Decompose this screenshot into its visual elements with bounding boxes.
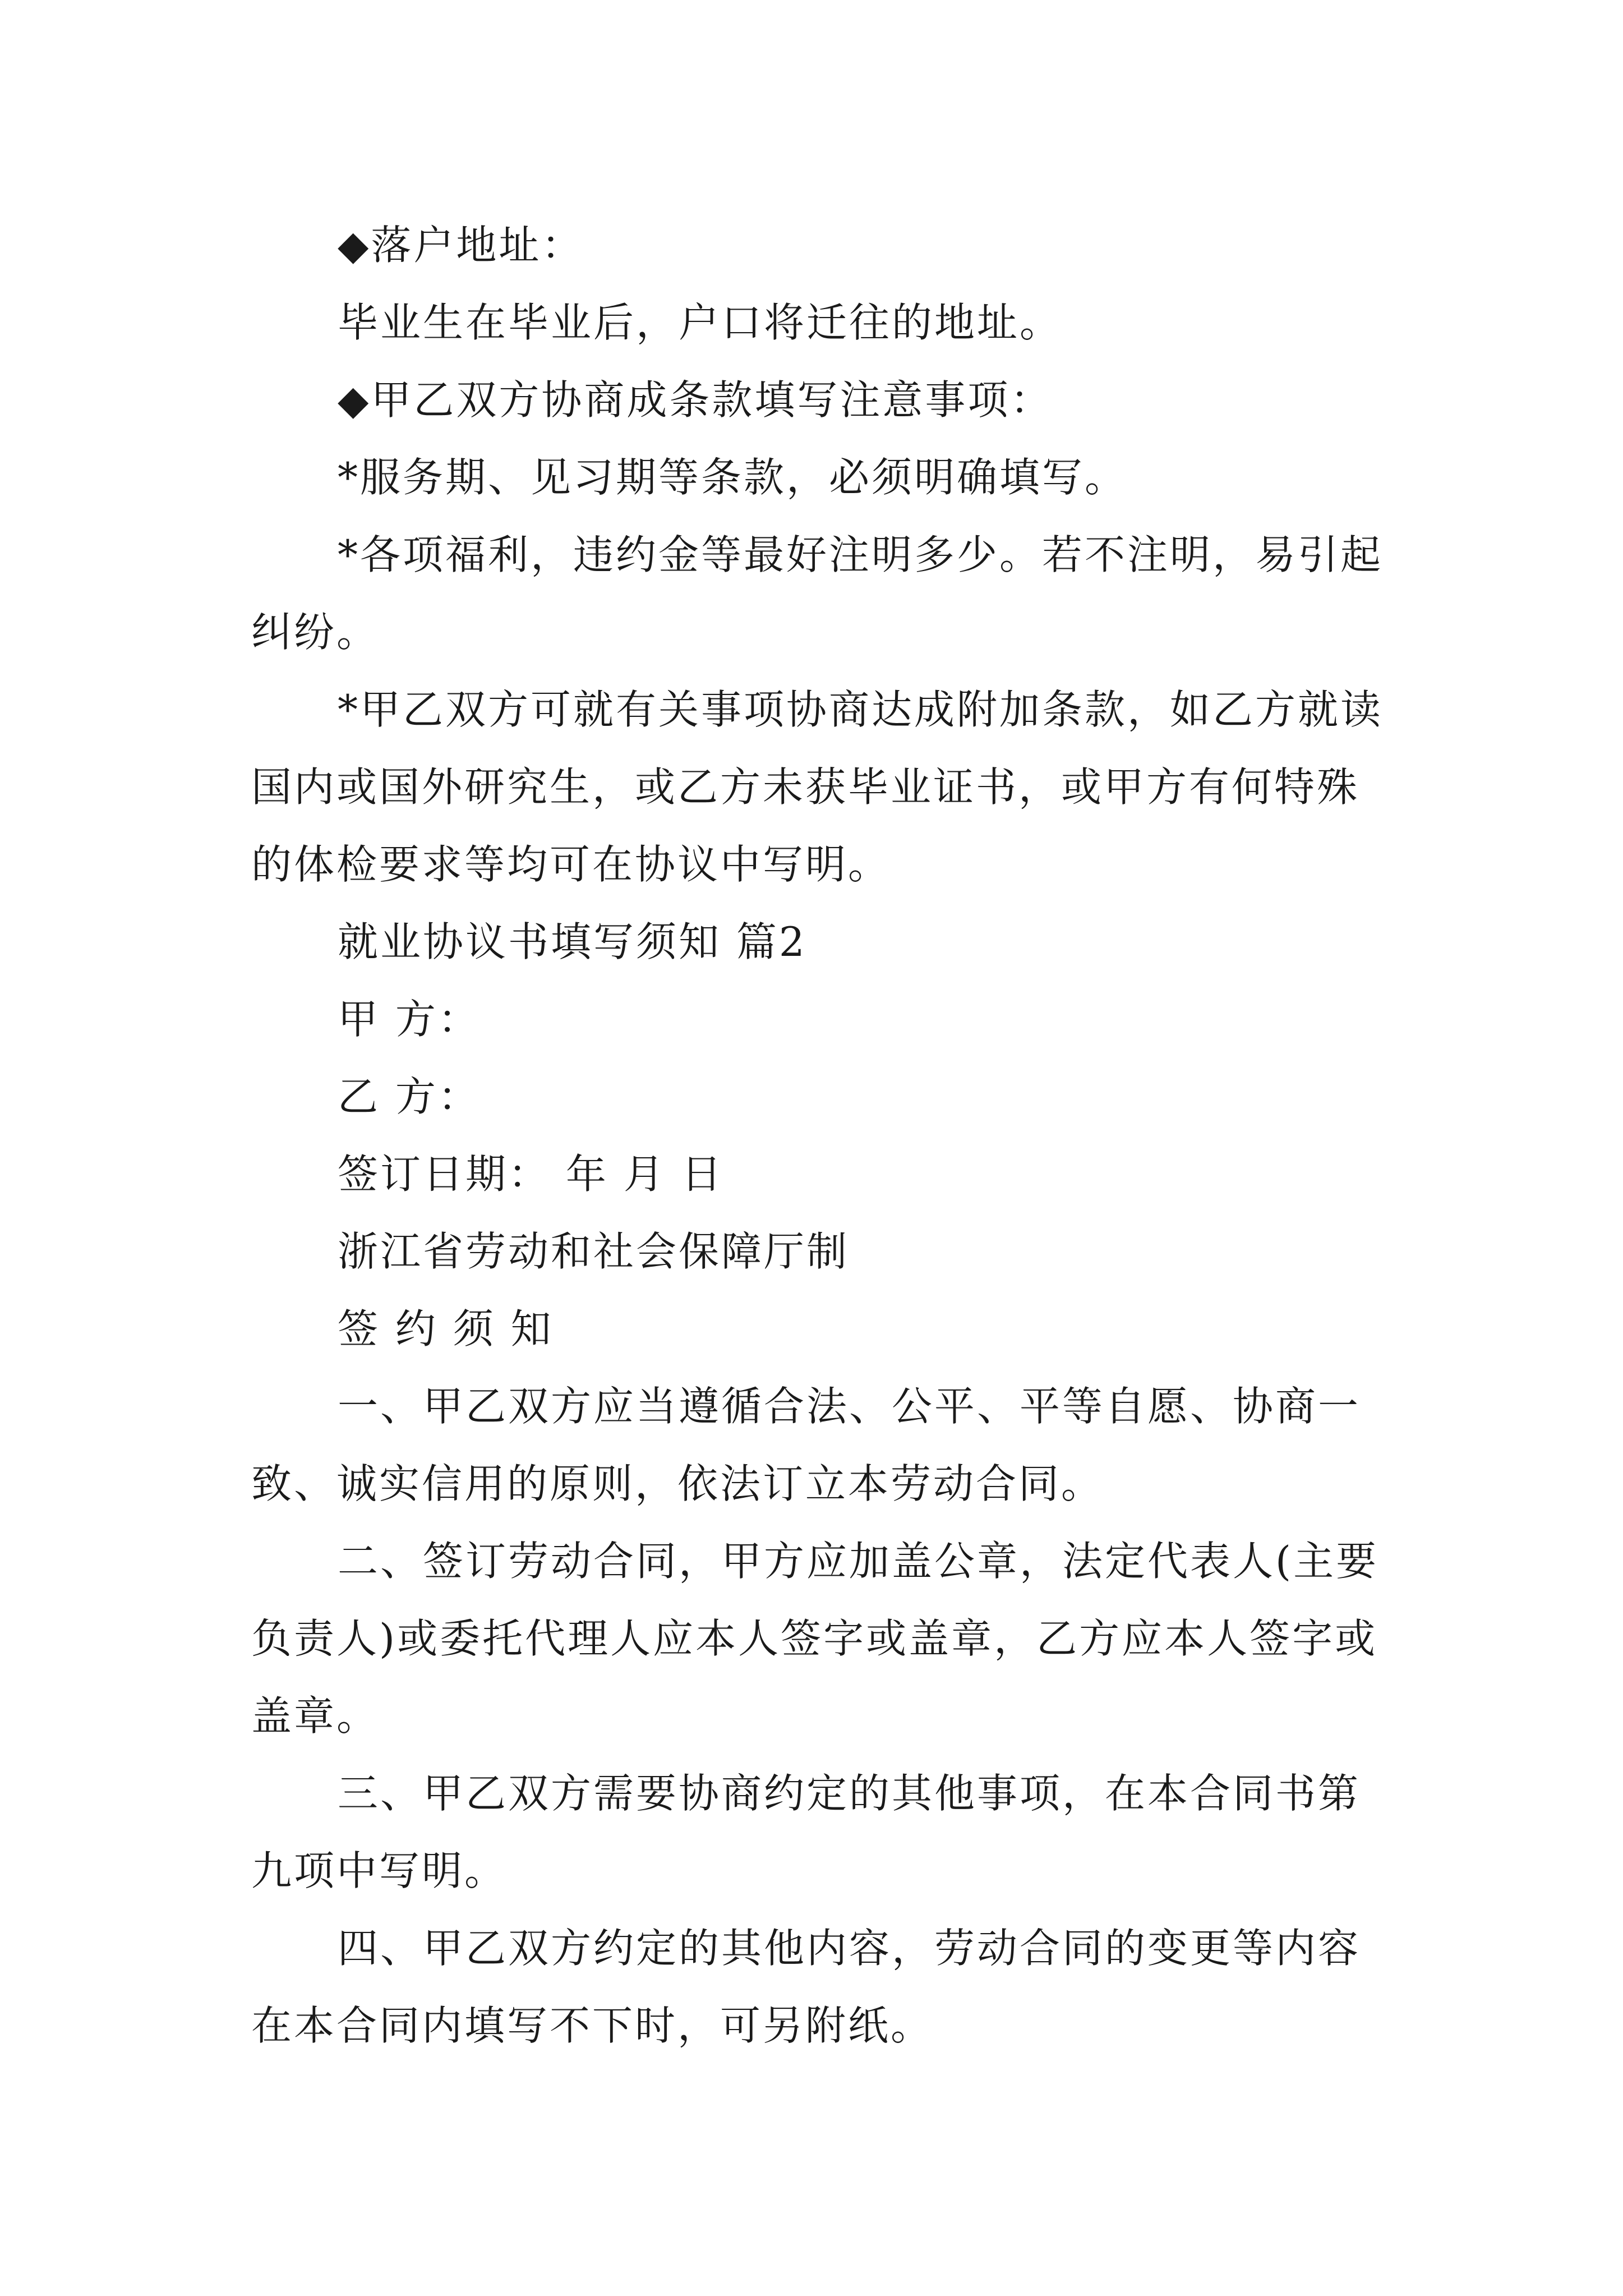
notice-item-4: 四、甲乙双方约定的其他内容，劳动合同的变更等内容在本合同内填写不下时，可另附纸。 <box>251 1925 1361 2049</box>
notice-item-3: 三、甲乙双方需要协商约定的其他事项，在本合同书第九项中写明。 <box>251 1770 1361 1894</box>
signing-notice-heading: 签 约 须 知 <box>338 1305 554 1352</box>
paragraph-service-period: *服务期、见习期等条款，必须明确填写。 <box>338 454 1128 501</box>
notice-item-2: 二、签订劳动合同，甲方应加盖公章，法定代表人(主要负责人)或委托代理人应本人签字或盖章，乙方应本人签字或盖章。 <box>251 1538 1379 1740</box>
section-title: 就业协议书填写须知 篇2 <box>338 918 807 965</box>
notice-item-1: 一、甲乙双方应当遵循合法、公平、平等自愿、协商一致、诚实信用的原则，依法订立本劳动合同。 <box>251 1383 1361 1507</box>
paragraph-benefits: *各项福利，违约金等最好注明多少。若不注明，易引起纠纷。 <box>251 531 1384 656</box>
signing-date-field: 签订日期： 年 月 日 <box>338 1151 724 1198</box>
paragraph-settlement-address-heading: ◆落户地址： <box>338 222 584 269</box>
paragraph-terms-heading: ◆甲乙双方协商成条款填写注意事项： <box>338 376 1053 424</box>
party-b-field: 乙 方： <box>338 1073 481 1120</box>
paragraph-settlement-address-text: 毕业生在毕业后，户口将迁往的地址。 <box>338 299 1063 346</box>
issuer-line: 浙江省劳动和社会保障厅制 <box>338 1228 850 1275</box>
party-a-field: 甲 方： <box>338 996 481 1043</box>
document-body <box>251 206 1390 2064</box>
paragraph-additional-terms: *甲乙双方可就有关事项协商达成附加条款，如乙方就读国内或国外研究生，或乙方未获毕业证书，或甲方有何特殊的体检要求等均可在协议中写明。 <box>251 686 1384 888</box>
